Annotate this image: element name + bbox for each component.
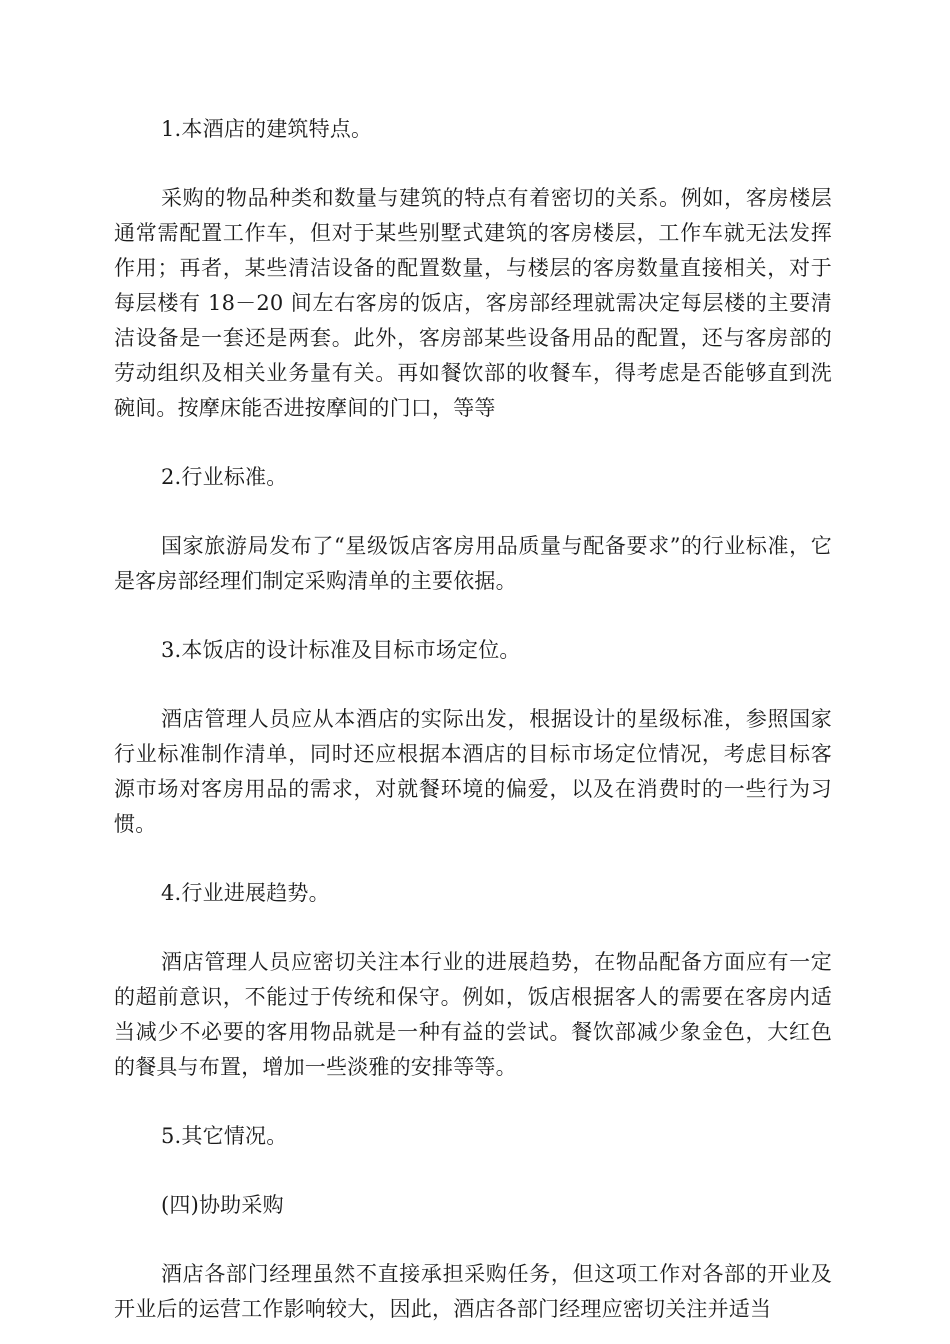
section-paragraph-2: 国家旅游局发布了“星级饭店客房用品质量与配备要求”的行业标准，它是客房部经理们制定采购清单的主要依据。 [114, 534, 832, 593]
subsection-paragraph: 酒店各部门经理虽然不直接承担采购任务，但这项工作对各部的开业及开业后的运营工作影响较大，因此，酒店各部门经理应密切关注并适当 [114, 1262, 832, 1321]
section-heading-2: 2.行业标准。 [161, 465, 288, 489]
section-paragraph-1: 采购的物品种类和数量与建筑的特点有着密切的关系。例如，客房楼层通常需配置工作车，但对于某些别墅式建筑的客房楼层，工作车就无法发挥作用；再者，某些清洁设备的配置数量，与楼层的客房数量直接相关，对于每层楼有 18－20 间左右客房的饭店，客房部经理就需决定每层楼的主要清洁设备是一套还是两套。此外，客房部某些设备用品的配置，还与客房部的劳动组织及相关业务量有关。再如餐饮部的收餐车，得考虑是否能够直到洗碗间。按摩床能否进按摩间的门口，等等 [114, 186, 832, 420]
document-page [114, 112, 832, 1327]
section-heading-5: 5.其它情况。 [161, 1124, 288, 1148]
section-heading-3: 3.本饭店的设计标准及目标市场定位。 [161, 638, 521, 662]
section-heading-1: 1.本酒店的建筑特点。 [161, 117, 373, 141]
section-paragraph-4: 酒店管理人员应密切关注本行业的进展趋势，在物品配备方面应有一定的超前意识，不能过于传统和保守。例如，饭店根据客人的需要在客房内适当减少不必要的客用物品就是一种有益的尝试。餐饮部减少象金色，大红色的餐具与布置，增加一些淡雅的安排等等。 [114, 950, 832, 1079]
section-heading-4: 4.行业进展趋势。 [161, 881, 330, 905]
section-paragraph-3: 酒店管理人员应从本酒店的实际出发，根据设计的星级标准，参照国家行业标准制作清单，同时还应根据本酒店的目标市场定位情况，考虑目标客源市场对客房用品的需求，对就餐环境的偏爱，以及在消费时的一些行为习惯。 [114, 707, 832, 836]
subsection-heading: (四)协助采购 [161, 1193, 284, 1217]
